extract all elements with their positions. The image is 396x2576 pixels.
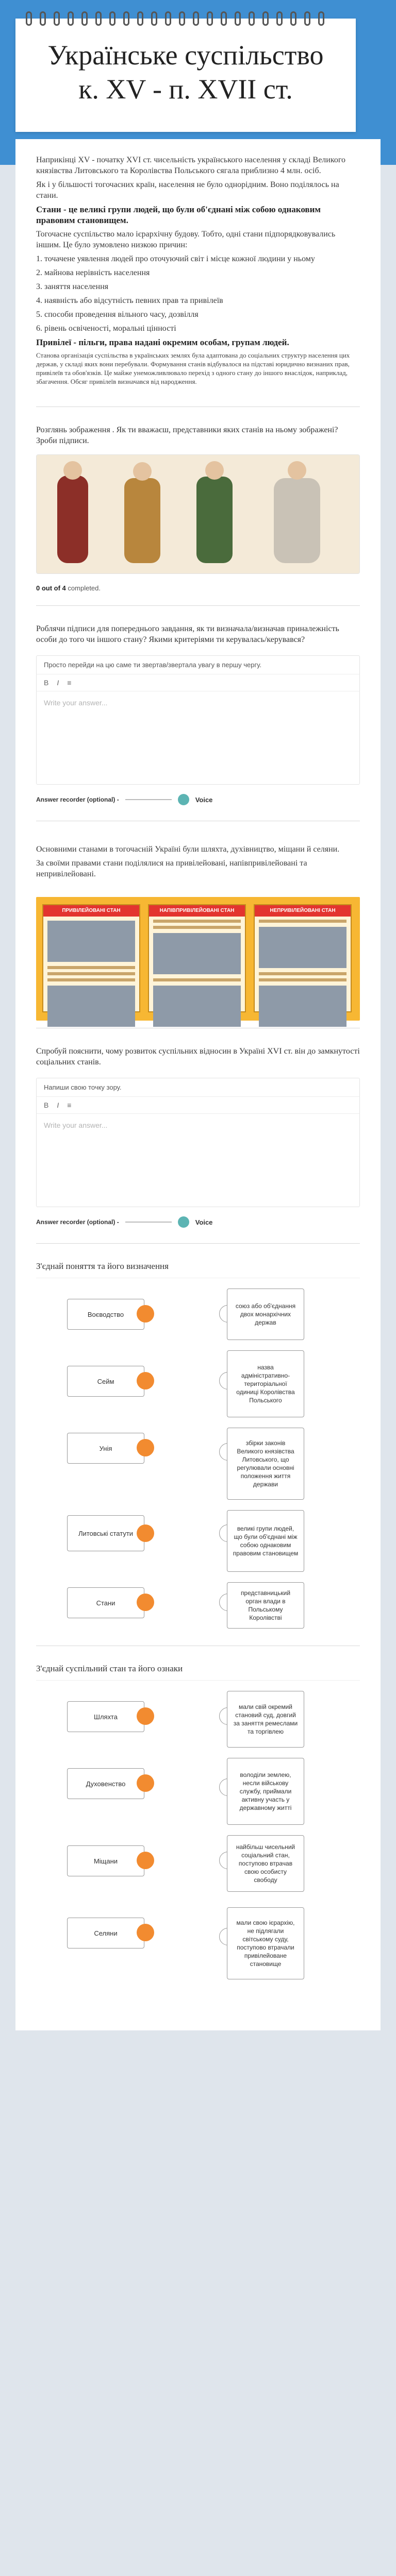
match-term[interactable]: Унія	[67, 1433, 144, 1464]
page-title: Українське суспільство к. XV - п. XVII ст.	[47, 40, 324, 105]
match-connector[interactable]	[137, 1372, 154, 1389]
info-paragraph-1: Основними станами в тогочасній Україні були шляхта, духівництво, міщани й селяни.	[36, 845, 340, 854]
match-definition[interactable]: представницький орган влади в Польському Королівстві	[227, 1582, 304, 1629]
match-connector[interactable]	[137, 1594, 154, 1611]
match-connector[interactable]	[137, 1524, 154, 1542]
info-section-2	[15, 828, 381, 893]
header	[0, 0, 396, 139]
bold-icon[interactable]: B	[44, 679, 49, 687]
intro-section	[15, 139, 381, 399]
answer-hint: Напиши свою точку зору.	[37, 1078, 359, 1097]
poster-column	[42, 904, 140, 1012]
divider	[36, 1243, 360, 1244]
match-term[interactable]: Селяни	[67, 1918, 144, 1948]
definition-privileges: Привілеї - пільги, права надані окремим особам, групам людей.	[36, 337, 289, 347]
match-definition[interactable]: союз або об'єднання двох монархічних держав	[227, 1289, 304, 1340]
match-2-title: З'єднай суспільний стан та його ознаки	[36, 1664, 183, 1673]
answer-card	[36, 655, 360, 785]
match-connector[interactable]	[137, 1924, 154, 1941]
poster-column	[148, 904, 246, 1012]
answer-textarea[interactable]: Write your answer...	[44, 699, 108, 707]
match-definition[interactable]: збірки законів Великого князівства Литовського, що регулювали основні положення життя держави	[227, 1428, 304, 1500]
record-toggle[interactable]	[178, 1216, 189, 1228]
match-1-title: З'єднай поняття та його визначення	[36, 1261, 169, 1271]
recorder-line	[125, 1222, 172, 1223]
match-term[interactable]: Сейм	[67, 1366, 144, 1397]
match-connector[interactable]	[137, 1707, 154, 1725]
intro-paragraph-6: Станова організація суспільства в українських землях була адаптована до соціальних структур населення цих держав, у складі яких вони перебували. Формування станів відбувалося на підставі юридично визнаних прав, привілеїв та обов'язків. Це майже унеможливлювало перехід з одного стану до іншого внаслідок, наприклад, збагачення. Обсяг привілеїв визначався від народження.	[36, 351, 350, 385]
divider	[36, 605, 360, 606]
question-2	[15, 613, 381, 814]
reason-item: 6. рівень освіченості, моральні цінності	[36, 324, 176, 333]
italic-icon[interactable]: I	[57, 1101, 59, 1109]
question-1	[15, 414, 381, 598]
answer-recorder	[15, 791, 381, 814]
match-connector[interactable]	[137, 1852, 154, 1869]
match-definition[interactable]: назва адміністративно-територіальної одиниці Королівства Польського	[227, 1350, 304, 1417]
progress-status	[15, 578, 381, 598]
question-3	[15, 1036, 381, 1236]
progress-count: 0 out of 4	[36, 584, 66, 592]
match-term[interactable]: Стани	[67, 1587, 144, 1618]
match-2-area	[36, 1680, 360, 1999]
historical-people-image	[37, 455, 359, 573]
match-definition[interactable]: мали свою ієрархію, не підлягали світському суду, поступово втрачали привілейоване становище	[227, 1907, 304, 1979]
question-1-title: Розглянь зображення . Як ти вважаєш, представники яких станів на ньому зображені? Зроби підписи.	[36, 426, 338, 445]
match-2	[15, 1653, 381, 1999]
divider	[36, 406, 360, 407]
list-icon[interactable]: ≡	[67, 679, 72, 687]
answer-textarea[interactable]: Write your answer...	[44, 1121, 108, 1129]
reason-item: 1. точачене уявлення людей про оточуючий світ і місце кожної людини у ньому	[36, 255, 315, 263]
poster-column-title: ПРИВІЛЕЙОВАНІ СТАН	[43, 905, 139, 917]
poster-column	[254, 904, 352, 1012]
match-term[interactable]: Шляхта	[67, 1701, 144, 1732]
content	[15, 139, 381, 2030]
info-paragraph-2: За своїми правами стани поділялися на привілейовані, напівпривілейовані та непривілейовані.	[36, 859, 307, 878]
question-3-title: Спробуй пояснити, чому розвиток суспільних відносин в Україні XVI ст. він до замкнутості соціальних станів.	[36, 1047, 360, 1066]
notebook-rings	[26, 11, 324, 26]
match-connector[interactable]	[137, 1439, 154, 1456]
intro-paragraph-2: Як і у більшості тогочасних країн, населення не було однорідним. Воно поділялось на стани.	[36, 180, 339, 200]
recorder-label: Answer recorder (optional) -	[36, 796, 119, 803]
recorder-line	[125, 799, 172, 800]
intro-paragraph-1: Наприкінці XV - початку XVI ст. чисельність українського населення у складі Великого князівства Литовського та Королівства Польського сягала приблизно 4 млн. осіб.	[36, 156, 345, 175]
match-1	[15, 1251, 381, 1638]
voice-label: Voice	[195, 795, 213, 804]
definition-estates: Стани - це великі групи людей, що були об'єднані між собою однаковим правовим становищем.	[36, 205, 321, 225]
poster-column-title: НАПІВПРИВІЛЕЙОВАНІ СТАН	[149, 905, 245, 917]
people-image-card[interactable]	[36, 454, 360, 574]
match-term[interactable]: Міщани	[67, 1845, 144, 1876]
text-toolbar	[37, 674, 359, 691]
match-term[interactable]: Литовські статути	[67, 1515, 144, 1551]
match-connector[interactable]	[137, 1774, 154, 1792]
match-connector[interactable]	[137, 1305, 154, 1323]
italic-icon[interactable]: I	[57, 679, 59, 687]
recorder-label: Answer recorder (optional) -	[36, 1218, 119, 1226]
text-toolbar	[37, 1097, 359, 1114]
poster-column-title: НЕПРИВІЛЕЙОВАНІ СТАН	[255, 905, 351, 917]
match-definition[interactable]: мали свій окремий становий суд, довгий за заняття ремеслами та торгівлею	[227, 1691, 304, 1748]
match-definition[interactable]: великі групи людей, що були об'єднані між собою однаковим правовим становищем	[227, 1510, 304, 1572]
reason-item: 3. заняття населення	[36, 282, 109, 291]
answer-card	[36, 1078, 360, 1207]
progress-suffix: completed.	[68, 584, 101, 592]
title-card	[15, 19, 356, 132]
estates-poster	[36, 897, 360, 1021]
reason-item: 2. майнова нерівність населення	[36, 268, 150, 277]
match-definition[interactable]: володіли землею, несли військову службу, приймали активну участь у державному житті	[227, 1758, 304, 1825]
reason-item: 5. способи проведення вільного часу, дозвілля	[36, 310, 199, 319]
match-term[interactable]: Духовенство	[67, 1768, 144, 1799]
voice-label: Voice	[195, 1218, 213, 1226]
record-toggle[interactable]	[178, 794, 189, 805]
answer-recorder	[15, 1213, 381, 1236]
bold-icon[interactable]: B	[44, 1101, 49, 1109]
answer-hint: Просто перейди на цю саме ти звертав/звертала увагу в першу чергу.	[37, 656, 359, 674]
intro-paragraph-4: Тогочасне суспільство мало ієрархічну будову. Тобто, одні стани підпорядковувались іншим. Це було зумовлено низкою причин:	[36, 230, 336, 249]
question-2-title: Роблячи підписи для попереднього завдання, як ти визначала/визначав приналежність особи до того чи іншого стану? Якими критеріями ти керувалась/керувався?	[36, 624, 339, 644]
match-1-area	[36, 1278, 360, 1638]
match-term[interactable]: Воєводство	[67, 1299, 144, 1330]
match-definition[interactable]: найбільш чисельний соціальний стан, поступово втрачав свою особисту свободу	[227, 1835, 304, 1892]
list-icon[interactable]: ≡	[67, 1101, 72, 1109]
reason-item: 4. наявність або відсутність певних прав та привілеїв	[36, 296, 223, 305]
